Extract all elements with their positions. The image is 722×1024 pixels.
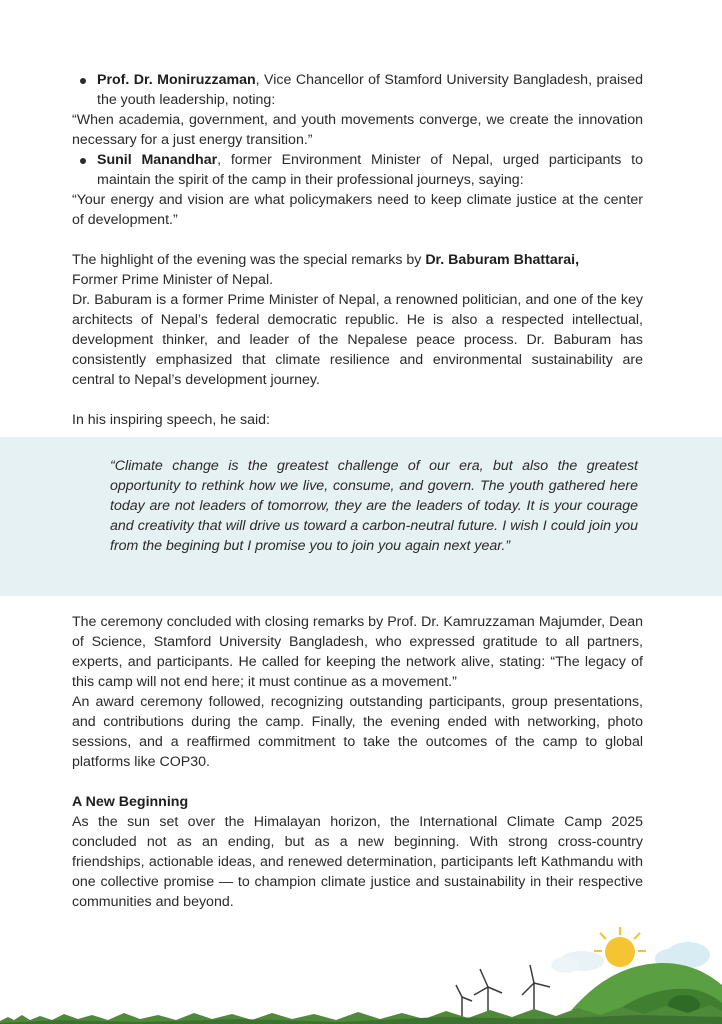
speech-intro: In his inspiring speech, he said: [72, 412, 270, 428]
bio-paragraph: Dr. Baburam is a former Prime Minister of Nepal, a renowned politician, and one of the key architects of Nepal’s federal democratic republic. He is also a respected intellectual, development thinker, and leader of the Nepalese peace process. Dr. Baburam has consistently emphasized that climate resilience and environmental sustainability are central to Nepal’s development journey. [72, 292, 643, 388]
landscape-illustration [0, 925, 722, 1024]
award-paragraph: An award ceremony followed, recognizing outstanding participants, group presentations, and contributions during the camp. Finally, the evening ended with networking, photo sessions, and a reaffirmed commitment to take the outcomes of the camp to global platforms like COP30. [72, 694, 643, 770]
speech-quote: “Climate change is the greatest challenge of our era, but also the greatest opportunity to rethink how we live, consume, and govern. The youth gathered here today are not leaders of tomorrow, they are the leaders of today. It is your courage and creativity that will drive us toward a carbon-neutral future. I wish I could join you from the begining but I promise you to join you again next year.” [110, 458, 638, 554]
highlight-paragraph [72, 250, 643, 290]
section-heading: A New Beginning [72, 794, 189, 810]
closing-content [72, 612, 643, 912]
bullet-item-manandhar [72, 150, 643, 190]
speaker-quote: “Your energy and vision are what policymakers need to keep climate justice at the center of development.” [72, 192, 643, 228]
speaker-quote: “When academia, government, and youth movements converge, we create the innovation necessary for a just energy transition.” [72, 112, 643, 148]
bullet-dot [80, 78, 86, 84]
closing-paragraph: The ceremony concluded with closing remarks by Prof. Dr. Kamruzzaman Majumder, Dean of Science, Stamford University Bangladesh, who expressed gratitude to all partners, experts, and participants. He called for keeping the network alive, stating: “The legacy of this camp will not end here; it must continue as a movement.” [72, 614, 643, 690]
highlight-lead: The highlight of the evening was the special remarks by [72, 252, 426, 268]
bullet-item-moniruzzaman [72, 70, 643, 110]
speaker-name: Prof. Dr. Moniruzzaman [97, 72, 256, 88]
quote-band [0, 437, 722, 596]
speaker-description: , Vice Chancellor of Stamford University Bangladesh, praised the youth leadership, noting: [97, 72, 643, 108]
main-content [72, 70, 643, 430]
highlight-name: Dr. Baburam Bhattarai, [425, 252, 580, 268]
speaker-name: Sunil Manandhar [97, 152, 218, 168]
speaker-description: , former Environment Minister of Nepal, urged participants to maintain the spirit of the camp in their professional journeys, saying: [97, 152, 643, 188]
new-beginning-paragraph: As the sun set over the Himalayan horizon, the International Climate Camp 2025 concluded not as an ending, but as a new beginning. With strong cross-country friendships, actionable ideas, and renewed determination, participants left Kathmandu with one collective promise — to champion climate justice and sustainability in their respective communities and beyond. [72, 814, 643, 910]
highlight-title: Former Prime Minister of Nepal. [72, 272, 274, 288]
bullet-dot [80, 158, 86, 164]
